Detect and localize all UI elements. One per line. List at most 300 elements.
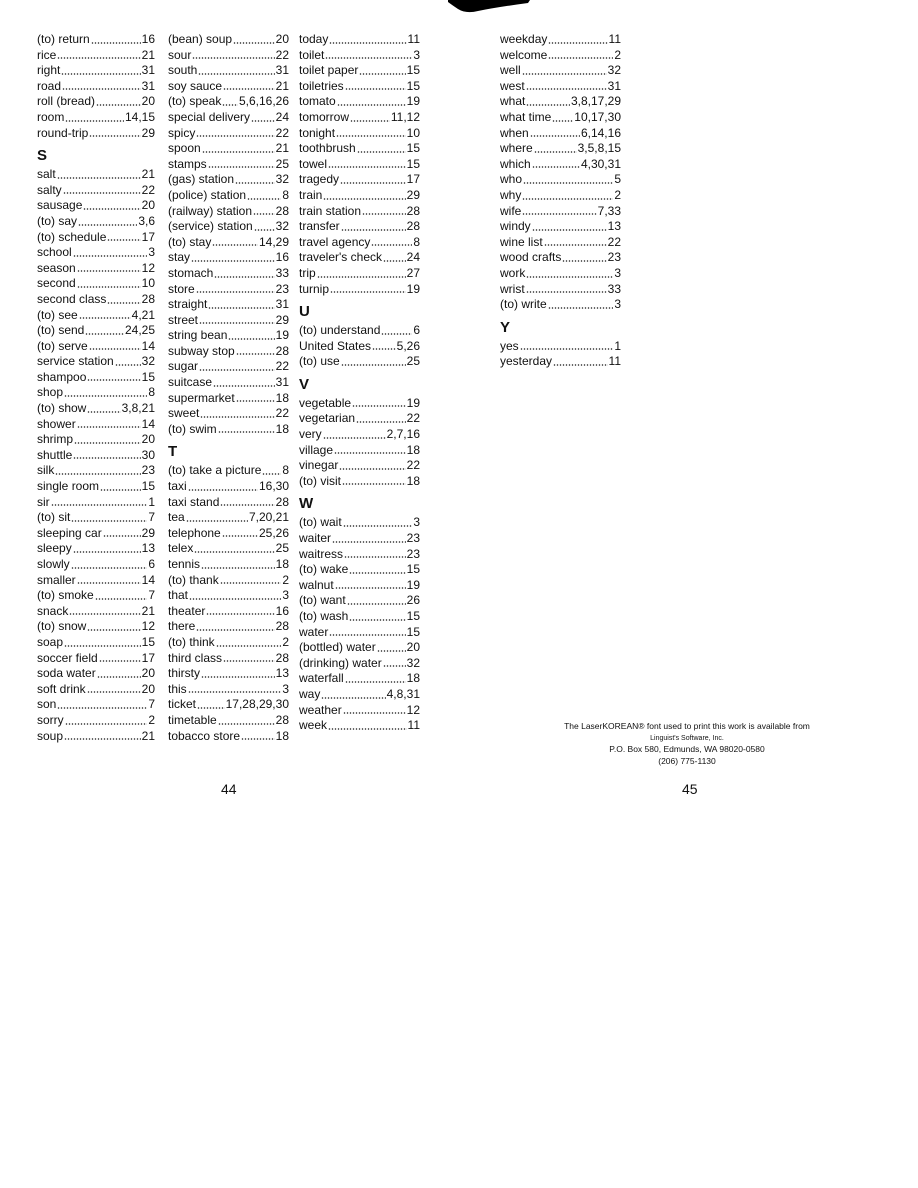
entry-pages: 7,20,21: [248, 510, 289, 525]
index-entry: [299, 141, 420, 157]
entry-term: salty: [37, 182, 62, 197]
entry-pages: 11: [608, 32, 621, 46]
dot-leader: [199, 322, 275, 324]
entry-term: sausage: [37, 198, 83, 213]
index-entry: [168, 526, 289, 542]
index-entry: [299, 354, 420, 370]
entry-term: vegetable: [299, 395, 352, 410]
dot-leader: [73, 255, 148, 257]
dot-leader: [77, 426, 141, 428]
index-entry: [168, 94, 289, 110]
dot-leader: [73, 457, 140, 459]
entry-pages: 15: [406, 624, 420, 639]
index-entry: [299, 250, 420, 266]
index-entry: [299, 547, 420, 563]
entry-term: street: [168, 312, 199, 327]
entry-term: tonight: [299, 125, 336, 140]
entry-pages: 20: [141, 94, 155, 109]
index-entry: [37, 713, 155, 729]
index-entry: [168, 266, 289, 282]
index-entry: [168, 63, 289, 79]
index-entry: [168, 32, 289, 48]
index-entry: [37, 635, 155, 651]
entry-pages: 22: [275, 406, 289, 421]
index-entry: [37, 417, 155, 433]
dot-leader: [356, 421, 406, 423]
entry-pages: 15: [141, 479, 155, 494]
dot-leader: [236, 353, 275, 355]
dot-leader: [233, 42, 275, 44]
index-entry: [168, 573, 289, 589]
entry-pages: 17: [406, 172, 420, 187]
index-entry: [500, 297, 621, 313]
entry-pages: 12: [141, 619, 155, 634]
entry-term: (service) station: [168, 219, 253, 234]
index-entry: [168, 391, 289, 407]
index-entry: [299, 48, 420, 64]
index-entry: [37, 651, 155, 667]
entry-pages: 1: [148, 494, 155, 509]
index-entry: [37, 230, 155, 246]
entry-term: subway stop: [168, 343, 235, 358]
entry-term: waiter: [299, 531, 332, 546]
entry-pages: 32: [406, 655, 420, 670]
dot-leader: [95, 598, 148, 600]
index-entry: [168, 344, 289, 360]
index-entry: [168, 188, 289, 204]
dot-leader: [223, 660, 275, 662]
entry-pages: 4,21: [131, 307, 155, 322]
entry-term: trip: [299, 265, 316, 280]
entry-term: timetable: [168, 712, 217, 727]
dot-leader: [218, 431, 275, 433]
dot-leader: [381, 333, 412, 335]
index-entry: [37, 479, 155, 495]
entry-term: soap: [37, 634, 64, 649]
entry-pages: 28: [141, 291, 155, 306]
dot-leader: [87, 629, 140, 631]
dot-leader: [191, 260, 275, 262]
entry-term: there: [168, 619, 196, 634]
dot-leader: [341, 229, 406, 231]
index-entry: [37, 32, 155, 48]
section-letter: S: [37, 147, 48, 165]
dot-leader: [220, 504, 274, 506]
entry-term: wine list: [500, 234, 543, 249]
entry-term: shrimp: [37, 432, 74, 447]
dot-leader: [220, 582, 282, 584]
index-entry: [37, 354, 155, 370]
entry-term: straight: [168, 297, 208, 312]
dot-leader: [87, 379, 140, 381]
entry-term: way: [299, 686, 321, 701]
entry-term: (to) say: [37, 213, 78, 228]
entry-pages: 23: [607, 250, 621, 265]
index-entry: [168, 110, 289, 126]
index-entry: [37, 323, 155, 339]
dot-leader: [206, 613, 274, 615]
dot-leader: [337, 104, 406, 106]
entry-term: (to) send: [37, 323, 85, 338]
entry-pages: 19: [406, 395, 420, 410]
index-entry: [37, 588, 155, 604]
index-entry: [37, 697, 155, 713]
entry-term: telephone: [168, 525, 221, 540]
entry-pages: 22: [607, 234, 621, 249]
index-entry: [37, 292, 155, 308]
entry-pages: 2: [282, 572, 289, 587]
index-entry: [37, 308, 155, 324]
entry-term: school: [37, 245, 72, 260]
entry-pages: 10: [141, 276, 155, 291]
index-entry: [500, 172, 621, 188]
entry-term: vinegar: [299, 458, 339, 473]
dot-leader: [69, 613, 140, 615]
entry-pages: 3,6: [138, 213, 155, 228]
index-entry: [500, 79, 621, 95]
index-entry: [37, 448, 155, 464]
entry-pages: 2: [614, 47, 621, 62]
entry-pages: 32: [275, 219, 289, 234]
entry-pages: 12: [406, 702, 420, 717]
dot-leader: [330, 291, 406, 293]
entry-pages: 22: [141, 182, 155, 197]
index-entry: [500, 157, 621, 173]
entry-term: work: [500, 265, 526, 280]
index-entry: [299, 32, 420, 48]
dot-leader: [329, 634, 405, 636]
dot-leader: [61, 73, 140, 75]
dot-leader: [100, 489, 141, 491]
entry-term: weather: [299, 702, 342, 717]
entry-pages: 7: [148, 697, 155, 712]
dot-leader: [343, 712, 406, 714]
index-entry: [299, 188, 420, 204]
entry-term: turnip: [299, 281, 330, 296]
dot-leader: [332, 541, 406, 543]
entry-pages: 15: [141, 369, 155, 384]
dot-leader: [352, 405, 406, 407]
entry-term: room: [37, 109, 65, 124]
entry-term: (to) visit: [299, 473, 341, 488]
dot-leader: [115, 364, 141, 366]
entry-pages: 20: [275, 32, 289, 46]
dot-leader: [78, 224, 137, 226]
entry-pages: 25: [406, 354, 420, 369]
index-entry: [500, 94, 621, 110]
entry-term: (to) swim: [168, 421, 217, 436]
dot-leader: [251, 120, 275, 122]
entry-term: soup: [37, 728, 64, 743]
entry-pages: 18: [406, 473, 420, 488]
entry-pages: 14,29: [258, 234, 289, 249]
index-entry: [500, 48, 621, 64]
index-entry: [37, 510, 155, 526]
dot-leader: [329, 42, 406, 44]
entry-pages: 15: [406, 562, 420, 577]
entry-pages: 15: [406, 156, 420, 171]
index-entry: [37, 126, 155, 142]
entry-pages: 24,25: [124, 323, 155, 338]
entry-term: wood crafts: [500, 250, 562, 265]
entry-term: theater: [168, 603, 206, 618]
dot-leader: [532, 229, 607, 231]
index-entry: [299, 79, 420, 95]
index-entry: [299, 640, 420, 656]
entry-term: why: [500, 187, 522, 202]
index-entry: [168, 313, 289, 329]
index-entry: [299, 458, 420, 474]
dot-leader: [335, 587, 406, 589]
entry-pages: 6: [413, 323, 420, 338]
index-entry: [37, 385, 155, 401]
entry-pages: 21: [141, 728, 155, 743]
index-entry: [500, 188, 621, 204]
index-entry: [37, 573, 155, 589]
entry-pages: 10: [406, 125, 420, 140]
entry-term: (to) thank: [168, 572, 219, 587]
entry-term: toiletries: [299, 78, 344, 93]
entry-pages: 3: [413, 515, 420, 530]
index-entry: [168, 697, 289, 713]
font-credits: [522, 721, 852, 767]
dot-leader: [83, 208, 140, 210]
dot-leader: [341, 364, 406, 366]
entry-term: sour: [168, 47, 192, 62]
entry-term: slowly: [37, 557, 70, 571]
index-entry: [168, 375, 289, 391]
index-entry: [168, 479, 289, 495]
entry-pages: 14: [141, 338, 155, 353]
entry-term: road: [37, 78, 62, 93]
index-entry: [168, 463, 289, 479]
dot-leader: [57, 177, 141, 179]
entry-term: tomato: [299, 94, 336, 109]
entry-pages: 10,17,30: [574, 109, 621, 124]
entry-pages: 11: [407, 32, 420, 46]
dot-leader: [328, 166, 406, 168]
entry-term: stamps: [168, 156, 207, 171]
ink-blot: [448, 0, 530, 14]
entry-pages: 28: [406, 203, 420, 218]
index-entry: [168, 729, 289, 745]
index-column-3: [299, 32, 420, 734]
dot-leader: [228, 338, 274, 340]
entry-term: (to) speak: [168, 94, 222, 109]
entry-term: United States: [299, 338, 372, 353]
entry-term: that: [168, 588, 189, 603]
index-entry: [299, 515, 420, 531]
index-entry: [299, 235, 420, 251]
entry-term: tobacco store: [168, 728, 241, 743]
entry-pages: 28: [275, 494, 289, 509]
index-entry: [168, 172, 289, 188]
entry-pages: 28: [275, 203, 289, 218]
entry-term: right: [37, 63, 61, 78]
entry-pages: 20: [141, 666, 155, 681]
dot-leader: [328, 728, 407, 730]
entry-pages: 15: [406, 63, 420, 78]
dot-leader: [96, 104, 141, 106]
dot-leader: [321, 697, 385, 699]
entry-pages: 18: [275, 557, 289, 571]
entry-term: traveler's check: [299, 250, 382, 265]
index-entry: [37, 79, 155, 95]
entry-term: (railway) station: [168, 203, 253, 218]
entry-pages: 6: [148, 557, 155, 571]
dot-leader: [202, 151, 275, 153]
index-entry: [299, 323, 420, 339]
entry-term: walnut: [299, 577, 334, 592]
index-entry: [500, 235, 621, 251]
index-entry: [168, 557, 289, 573]
index-entry: [168, 297, 289, 313]
entry-term: stay: [168, 250, 191, 265]
entry-term: welcome: [500, 47, 548, 62]
entry-term: sorry: [37, 712, 64, 727]
entry-pages: 21: [141, 47, 155, 62]
dot-leader: [526, 88, 607, 90]
entry-pages: 31: [141, 78, 155, 93]
entry-pages: 32: [275, 172, 289, 187]
entry-term: towel: [299, 156, 328, 171]
entry-pages: 3: [282, 681, 289, 696]
index-entry: [299, 219, 420, 235]
entry-term: well: [500, 63, 521, 78]
entry-term: tea: [168, 510, 185, 525]
entry-term: windy: [500, 219, 531, 234]
entry-term: (drinking) water: [299, 655, 382, 670]
entry-pages: 22: [275, 359, 289, 374]
entry-term: spoon: [168, 141, 201, 156]
entry-pages: 31: [607, 78, 621, 93]
dot-leader: [65, 723, 148, 725]
index-entry: [299, 625, 420, 641]
entry-term: sugar: [168, 359, 199, 374]
index-entry: [168, 619, 289, 635]
dot-leader: [522, 213, 596, 215]
index-entry: [37, 167, 155, 183]
credits-line: Linguist's Software, Inc.: [650, 734, 724, 742]
entry-term: west: [500, 78, 525, 93]
entry-term: single room: [37, 479, 100, 494]
entry-pages: 14: [141, 572, 155, 587]
index-entry: [299, 531, 420, 547]
entry-term: (to) wait: [299, 515, 342, 530]
entry-term: soft drink: [37, 681, 86, 696]
dot-leader: [73, 551, 141, 553]
entry-pages: 3: [148, 245, 155, 260]
entry-term: telex: [168, 541, 194, 556]
dot-leader: [71, 520, 147, 522]
index-column-4: [500, 32, 621, 370]
index-entry: [37, 432, 155, 448]
entry-term: soy sauce: [168, 78, 223, 93]
dot-leader: [186, 520, 248, 522]
index-entry: [37, 110, 155, 126]
index-entry: [500, 339, 621, 355]
dot-leader: [196, 135, 274, 137]
entry-term: who: [500, 172, 523, 187]
entry-term: special delivery: [168, 109, 251, 124]
dot-leader: [377, 650, 406, 652]
dot-leader: [87, 691, 141, 693]
index-entry: [37, 276, 155, 292]
entry-pages: 31: [275, 297, 289, 312]
entry-pages: 6,14,16: [580, 125, 621, 140]
index-entry: [500, 204, 621, 220]
index-entry: [500, 141, 621, 157]
entry-pages: 27: [406, 265, 420, 280]
entry-pages: 8: [413, 234, 420, 249]
index-entry: [299, 63, 420, 79]
entry-pages: 25,26: [258, 525, 289, 540]
index-entry: [500, 266, 621, 282]
entry-pages: 23: [406, 546, 420, 561]
index-entry: [500, 63, 621, 79]
dot-leader: [362, 213, 406, 215]
dot-leader: [218, 723, 275, 725]
entry-pages: 7: [148, 510, 155, 525]
dot-leader: [339, 468, 405, 470]
dot-leader: [188, 489, 258, 491]
index-entry: [500, 219, 621, 235]
dot-leader: [57, 57, 140, 59]
index-entry: [37, 526, 155, 542]
dot-leader: [544, 244, 607, 246]
entry-pages: 22: [275, 47, 289, 62]
entry-pages: 18: [275, 390, 289, 405]
entry-pages: 20: [141, 681, 155, 696]
entry-pages: 18: [406, 671, 420, 686]
dot-leader: [198, 73, 274, 75]
entry-pages: 11,12: [390, 109, 420, 124]
entry-term: taxi: [168, 479, 187, 494]
entry-term: yesterday: [500, 354, 553, 369]
entry-pages: 5,6,16,26: [238, 94, 289, 109]
entry-pages: 15: [406, 78, 420, 93]
index-entry: [37, 245, 155, 261]
entry-term: shop: [37, 385, 64, 400]
section-letter: Y: [500, 318, 511, 336]
entry-pages: 2: [148, 712, 155, 727]
dot-leader: [334, 452, 406, 454]
dot-leader: [235, 182, 275, 184]
dot-leader: [522, 73, 607, 75]
entry-pages: 19: [406, 281, 420, 296]
dot-leader: [85, 333, 124, 335]
dot-leader: [222, 535, 258, 537]
entry-pages: 29: [141, 525, 155, 540]
entry-term: suitcase: [168, 375, 213, 390]
dot-leader: [196, 291, 275, 293]
page-number-right: 45: [682, 781, 698, 797]
index-entry: [168, 79, 289, 95]
entry-term: supermarket: [168, 390, 235, 405]
dot-leader: [345, 681, 406, 683]
dot-leader: [200, 416, 274, 418]
entry-term: (bottled) water: [299, 640, 376, 655]
index-entry: [168, 682, 289, 698]
dot-leader: [51, 504, 148, 506]
entry-pages: 7,33: [597, 203, 621, 218]
entry-pages: 19: [406, 94, 420, 109]
entry-term: very: [299, 427, 322, 442]
index-entry: [168, 495, 289, 511]
dot-leader: [532, 166, 580, 168]
index-entry: [500, 282, 621, 298]
entry-term: (to) smoke: [37, 588, 94, 603]
